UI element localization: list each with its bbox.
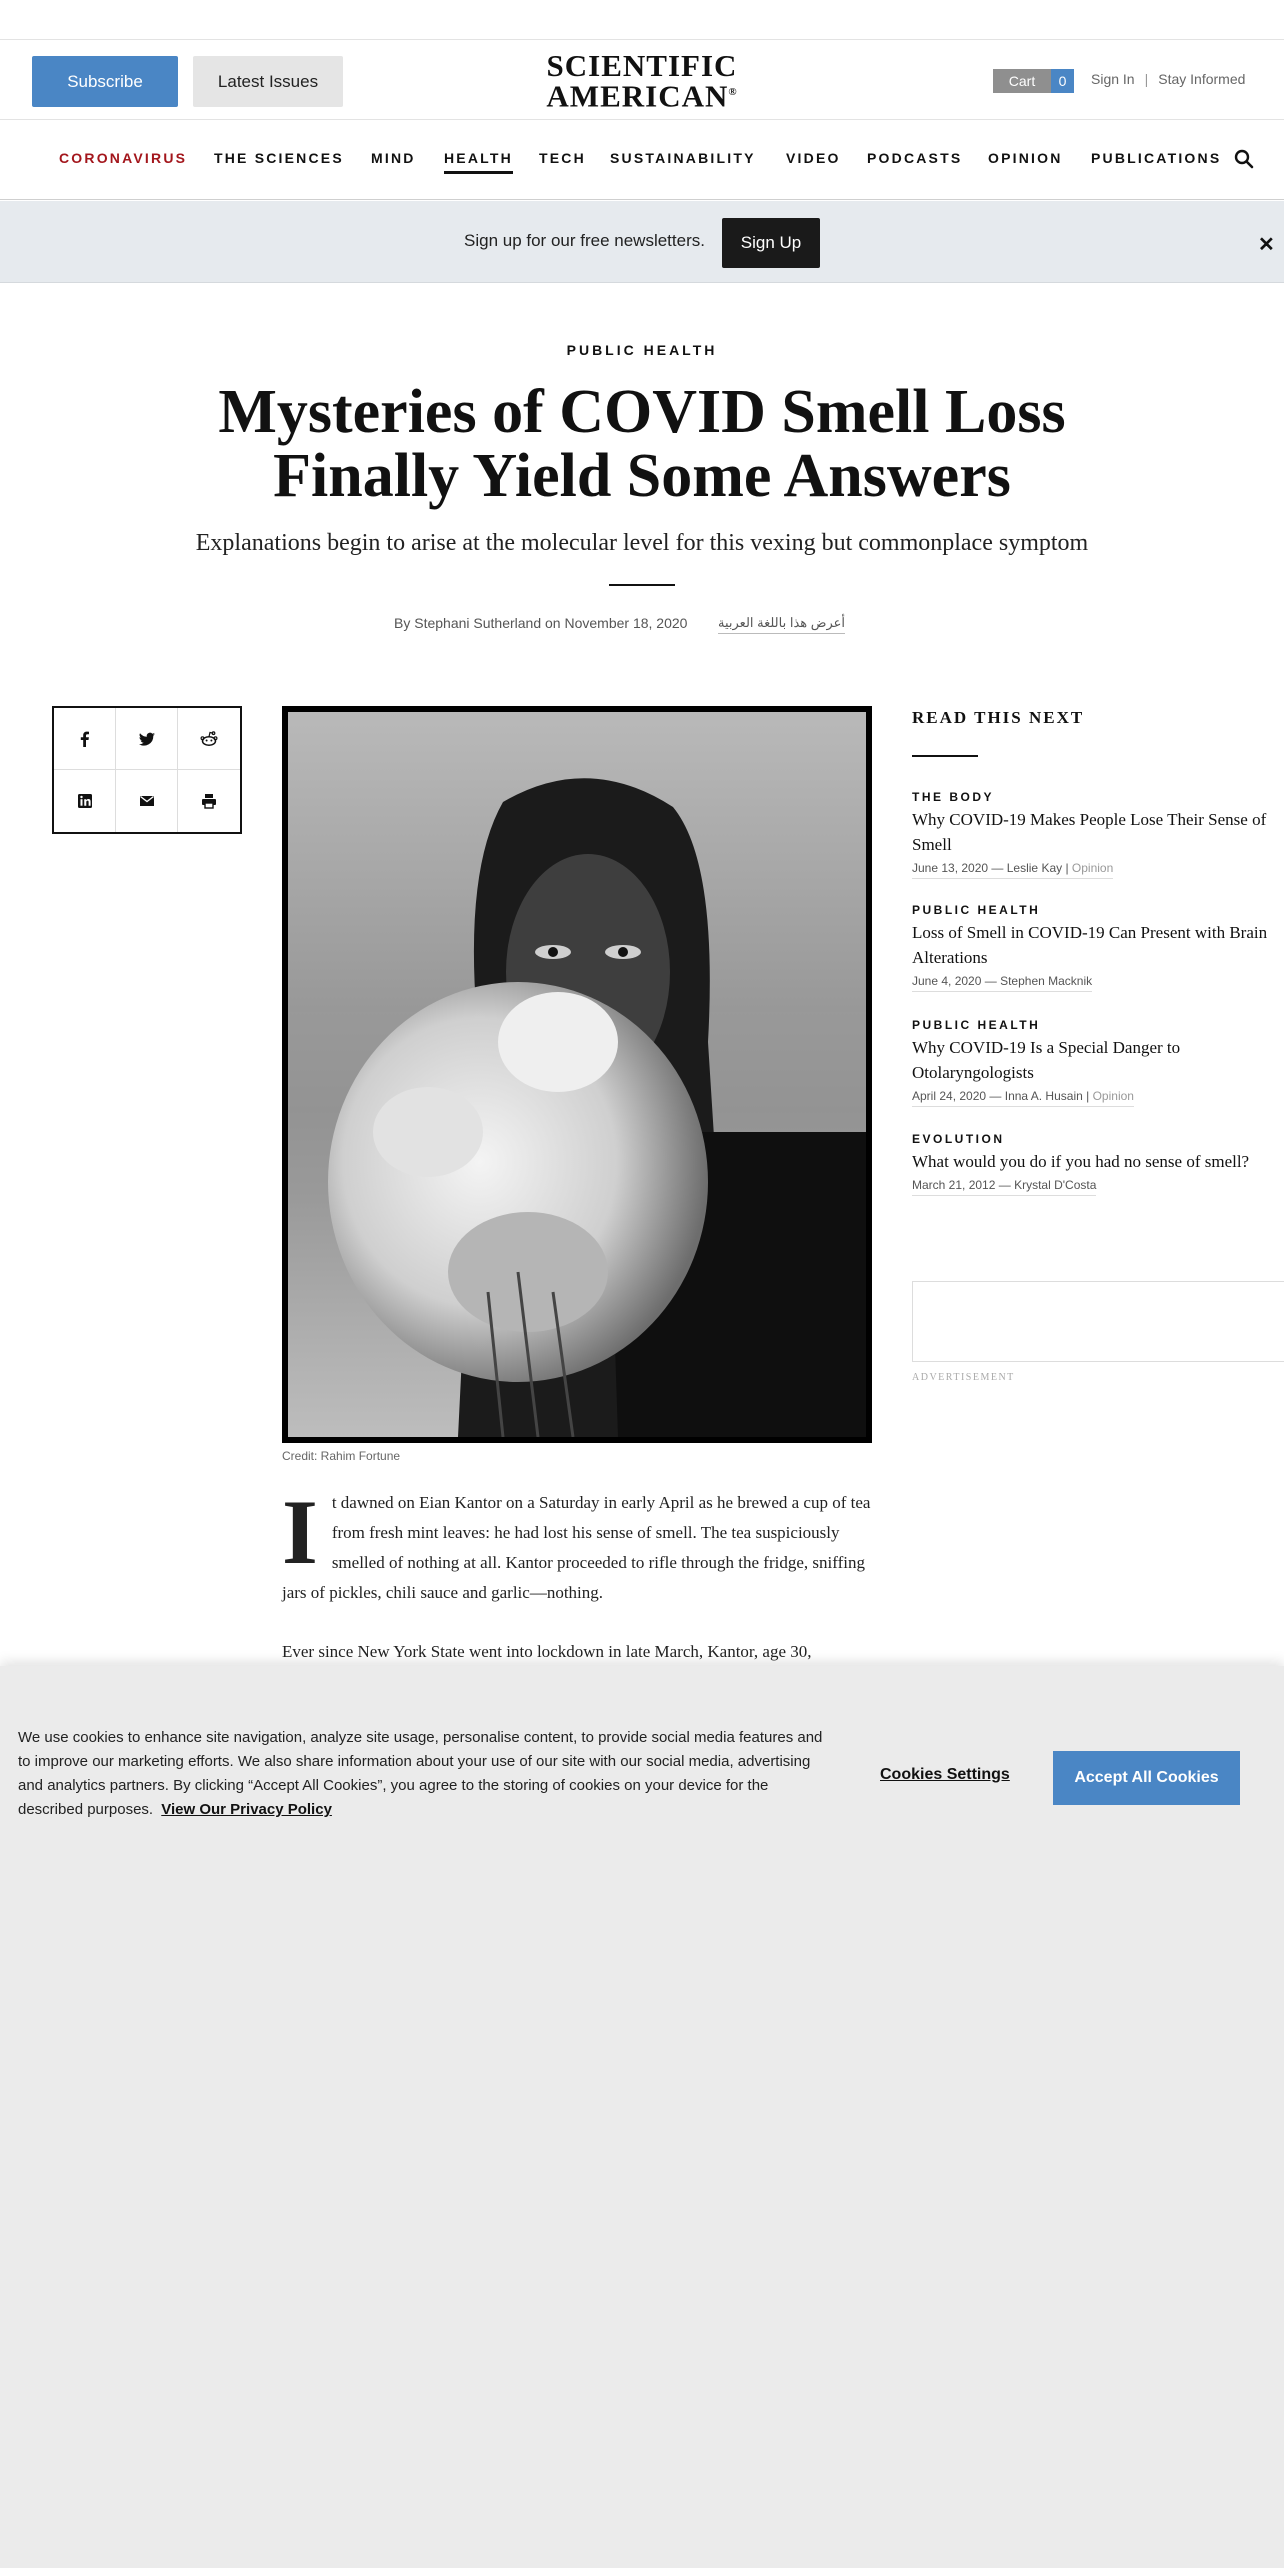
- cookie-message: We use cookies to enhance site navigation, analyze site usage, personalise content, to provide social media features and to improve our marketing efforts. We also share information about your use of our site with our social media, advertising and analytics partners. By clicking “Accept All Cookies”, you agree to the storing of cookies on your device for the described purposes.: [18, 1729, 823, 1818]
- paragraph-1-text: t dawned on Eian Kantor on a Saturday in early April as he brewed a cup of tea from fresh mint leaves: he had lost his sense of smell. The tea suspiciously smelled of nothing at all. Kantor proceeded to rifle through the fridge, sniffing jars of pickles, chili sauce and garlic—nothing.: [282, 1493, 871, 1602]
- nav-item-opinion[interactable]: OPINION: [988, 150, 1063, 166]
- byline: [394, 615, 687, 631]
- drop-cap: I: [282, 1481, 318, 1583]
- main-nav: [0, 120, 1284, 200]
- account-links: [1091, 71, 1245, 87]
- linkedin-icon: [76, 792, 94, 810]
- stay-informed-link[interactable]: Stay Informed: [1158, 71, 1246, 87]
- share-email-button[interactable]: [116, 770, 178, 832]
- read-this-next-divider: [912, 755, 978, 757]
- newsletter-text: Sign up for our free newsletters.: [464, 231, 705, 250]
- arabic-translation-link[interactable]: أعرض هذا باللغة العربية: [718, 615, 845, 634]
- sign-in-link[interactable]: Sign In: [1091, 71, 1135, 87]
- related-category[interactable]: THE BODY: [912, 790, 995, 804]
- share-linkedin-button[interactable]: [54, 770, 116, 832]
- author-link[interactable]: Stephani Sutherland: [414, 615, 542, 631]
- hero-photo: [282, 706, 872, 1443]
- publish-date: November 18, 2020: [564, 615, 688, 631]
- cart-count-badge: 0: [1051, 69, 1074, 93]
- nav-item-video[interactable]: VIDEO: [786, 150, 841, 166]
- cart-label: Cart: [993, 69, 1051, 93]
- advertisement-label: ADVERTISEMENT: [912, 1372, 1015, 1383]
- print-icon: [200, 792, 218, 810]
- related-date: March 21, 2012: [912, 1178, 996, 1192]
- article-paragraph-1: [282, 1481, 872, 1608]
- nav-item-podcasts[interactable]: PODCASTS: [867, 150, 963, 166]
- related-date: April 24, 2020: [912, 1089, 987, 1103]
- related-headline[interactable]: Why COVID-19 Is a Special Danger to Otolaryngologists: [912, 1038, 1181, 1082]
- nav-item-health[interactable]: HEALTH: [444, 150, 513, 166]
- related-category[interactable]: EVOLUTION: [912, 1132, 1005, 1146]
- article-kicker[interactable]: PUBLIC HEALTH: [566, 342, 718, 358]
- cookie-text: [18, 1726, 828, 1822]
- headline-line-1: Mysteries of COVID Smell Loss: [218, 378, 1066, 446]
- nav-item-coronavirus[interactable]: CORONAVIRUS: [59, 150, 188, 166]
- related-author[interactable]: Inna A. Husain: [1004, 1089, 1083, 1103]
- facebook-icon: [76, 730, 94, 748]
- share-grid: [52, 706, 242, 834]
- top-strip: [0, 0, 1284, 40]
- article-headline: [142, 380, 1142, 508]
- related-article-3[interactable]: [912, 1018, 1284, 1107]
- share-twitter-button[interactable]: [116, 708, 178, 770]
- reddit-icon: [200, 730, 218, 748]
- cookie-banner: [0, 1666, 1284, 2568]
- related-article-2[interactable]: [912, 903, 1284, 992]
- related-date: June 4, 2020: [912, 974, 982, 988]
- article-paragraph-2: Ever since New York State went into lockdown in late March, Kantor, age 30,: [282, 1642, 812, 1661]
- related-category[interactable]: PUBLIC HEALTH: [912, 903, 1041, 917]
- related-article-4[interactable]: [912, 1132, 1284, 1196]
- cookie-settings-button[interactable]: Cookies Settings: [880, 1766, 1010, 1783]
- nav-item-mind[interactable]: MIND: [371, 150, 416, 166]
- headline-line-2: Finally Yield Some Answers: [273, 442, 1011, 510]
- advertisement-slot[interactable]: [912, 1281, 1284, 1362]
- share-reddit-button[interactable]: [178, 708, 240, 770]
- related-meta: June 4, 2020 — Stephen Macknik: [912, 974, 1092, 992]
- byline-prefix: By: [394, 615, 411, 631]
- site-logo[interactable]: [532, 48, 752, 114]
- related-tag: Opinion: [1092, 1089, 1134, 1103]
- read-this-next-title: READ THIS NEXT: [912, 708, 1085, 727]
- article-dek: Explanations begin to arise at the molecular level for this vexing but commonplace symptom: [195, 530, 1089, 556]
- related-meta: April 24, 2020 — Inna A. Husain | Opinion: [912, 1089, 1134, 1107]
- email-icon: [138, 792, 156, 810]
- related-headline[interactable]: Why COVID-19 Makes People Lose Their Sense of Smell: [912, 810, 1267, 854]
- link-separator: |: [1144, 71, 1149, 87]
- related-date: June 13, 2020: [912, 861, 989, 875]
- related-author[interactable]: Krystal D'Costa: [1014, 1178, 1097, 1192]
- privacy-policy-link[interactable]: View Our Privacy Policy: [161, 1801, 332, 1818]
- date-prefix: on: [545, 615, 561, 631]
- related-author[interactable]: Leslie Kay: [1006, 861, 1063, 875]
- cart-button[interactable]: [993, 69, 1074, 93]
- related-meta: June 13, 2020 — Leslie Kay | Opinion: [912, 861, 1113, 879]
- sign-up-button[interactable]: Sign Up: [722, 218, 820, 268]
- photo-credit: Credit: Rahim Fortune: [282, 1449, 401, 1463]
- related-meta: March 21, 2012 — Krystal D'Costa: [912, 1178, 1096, 1196]
- headline-divider: [609, 584, 675, 586]
- related-tag: Opinion: [1071, 861, 1114, 875]
- related-headline[interactable]: Loss of Smell in COVID-19 Can Present with Brain Alterations: [912, 923, 1268, 967]
- search-icon[interactable]: [1234, 149, 1254, 169]
- hero-photo-image: [288, 712, 866, 1437]
- related-article-1[interactable]: [912, 790, 1284, 879]
- accept-all-cookies-button[interactable]: Accept All Cookies: [1053, 1751, 1240, 1805]
- twitter-icon: [138, 730, 156, 748]
- nav-item-publications[interactable]: PUBLICATIONS: [1091, 150, 1222, 166]
- newsletter-bar: [0, 201, 1284, 283]
- share-print-button[interactable]: [178, 770, 240, 832]
- nav-item-sustainability[interactable]: SUSTAINABILITY: [610, 150, 756, 166]
- site-header: [0, 40, 1284, 120]
- nav-item-the-sciences[interactable]: THE SCIENCES: [214, 150, 344, 166]
- close-icon[interactable]: ✕: [1258, 234, 1275, 256]
- related-category[interactable]: PUBLIC HEALTH: [912, 1018, 1041, 1032]
- nav-item-tech[interactable]: TECH: [539, 150, 586, 166]
- related-headline[interactable]: What would you do if you had no sense of smell?: [912, 1152, 1250, 1171]
- logo-line-1: SCIENTIFIC: [546, 48, 738, 83]
- portrait-illustration: [288, 712, 866, 1437]
- share-facebook-button[interactable]: [54, 708, 116, 770]
- latest-issues-button[interactable]: Latest Issues: [193, 56, 343, 107]
- related-author[interactable]: Stephen Macknik: [1000, 974, 1093, 988]
- subscribe-button[interactable]: Subscribe: [32, 56, 178, 107]
- logo-line-2: AMERICAN®: [546, 78, 738, 114]
